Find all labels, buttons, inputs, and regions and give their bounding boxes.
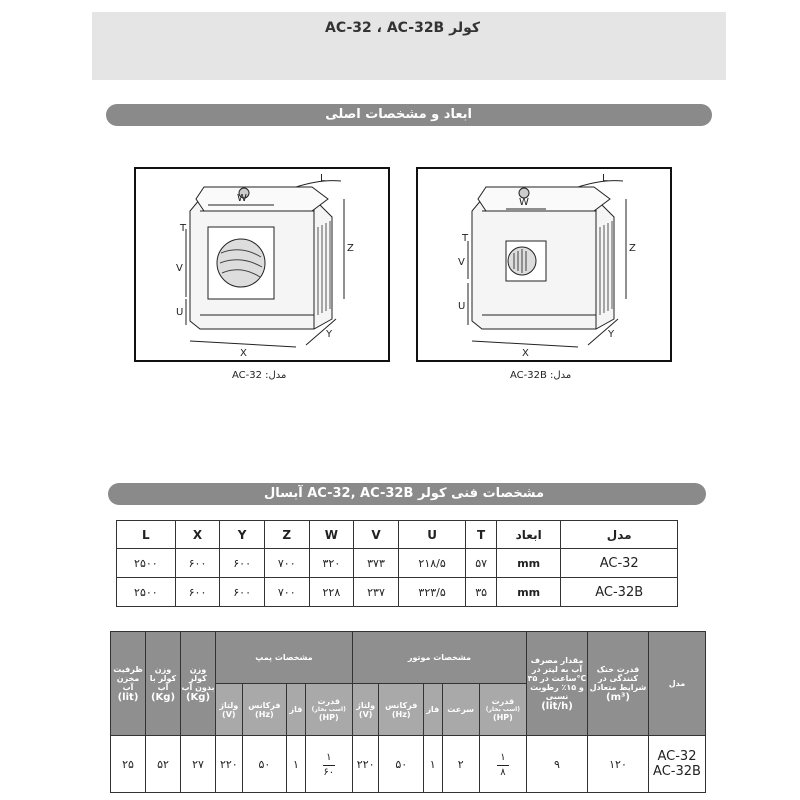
value-motor-phase: ۱ [423, 736, 442, 793]
section-header-label: ابعاد و مشخصات اصلی [325, 107, 472, 122]
value-cooling: ۱۲۰ [588, 736, 649, 793]
cell: ۲۱۸/۵ [398, 549, 466, 578]
header-unit: (Kg) [150, 691, 176, 703]
value-pump-voltage: ۲۲۰ [216, 736, 243, 793]
table-header-row [117, 521, 678, 549]
header-label: قدرت خنک کنندگی در شرایط متعادل [589, 664, 647, 692]
label-t: T [462, 233, 469, 244]
header-model: مدل [649, 632, 706, 736]
header-motor-freq [379, 684, 423, 736]
value-pump-freq: ۵۰ [242, 736, 286, 793]
label-w: W [237, 193, 247, 204]
value-tank: ۲۵ [111, 736, 146, 793]
fraction-numerator: ۱ [326, 752, 332, 763]
header-unit: (HP) [492, 713, 513, 722]
fraction-denominator: ۶۰ [323, 767, 335, 778]
header-label: قدرت [317, 697, 341, 706]
diagram-ac32 [134, 167, 390, 362]
header-unit: (m³) [606, 691, 630, 703]
label-w: W [519, 197, 529, 208]
header-label: ولتاژ [356, 700, 376, 710]
header-unit: (Kg) [185, 691, 211, 703]
header-label: ظرفیت مخزن آب [113, 664, 143, 692]
diagram-ac32b [416, 167, 672, 362]
model-name: AC-32 [657, 749, 697, 764]
cooler-drawing-ac32 [136, 169, 388, 360]
value-weight-dry: ۲۷ [181, 736, 216, 793]
header-tank [111, 632, 146, 736]
section-header-specs [108, 483, 706, 505]
header-cell: مدل [561, 521, 678, 549]
header-cell: U [398, 521, 466, 549]
header-water-use [527, 632, 588, 736]
label-l: L [602, 173, 608, 184]
cell: mm [496, 549, 560, 578]
cell: ۲۳۷ [354, 578, 399, 607]
label-y: Y [326, 329, 333, 340]
section-header-dimensions [106, 104, 712, 126]
value-motor-voltage: ۲۲۰ [352, 736, 379, 793]
header-label: ولتاژ [219, 700, 239, 710]
label-t: T [180, 223, 187, 234]
header-cell: Y [220, 521, 265, 549]
fraction [497, 753, 509, 778]
header-sub: (اسب بخار) [485, 706, 520, 713]
header-unit: (HP) [318, 713, 339, 722]
value-motor-freq: ۵۰ [379, 736, 423, 793]
header-cell: W [309, 521, 354, 549]
caption-ac32: مدل: AC-32 [232, 370, 287, 381]
label-l: L [320, 173, 326, 184]
model-name: AC-32B [653, 764, 701, 779]
header-label: وزن کولر بدون آب [181, 664, 215, 692]
cell: ۳۵ [466, 578, 497, 607]
spec-table [110, 631, 706, 793]
header-cooling [588, 632, 649, 736]
label-v: V [458, 257, 465, 268]
header-motor-phase: فاز [423, 684, 442, 736]
header-pump: مشخصات پمپ [216, 632, 353, 684]
fraction-numerator: ۱ [500, 752, 506, 763]
title-box [92, 12, 726, 80]
label-u: U [458, 301, 466, 312]
dimension-table [116, 520, 678, 607]
fraction-line [497, 765, 509, 766]
value-models [649, 736, 706, 793]
header-weight-dry [181, 632, 216, 736]
section-header-label: مشخصات فنی کولر AC-32, AC-32B آبسال [263, 486, 544, 501]
header-unit: (V) [222, 709, 236, 719]
label-z: Z [347, 243, 354, 254]
value-motor-speed: ۲ [442, 736, 479, 793]
value-motor-power [479, 736, 526, 793]
cell: AC-32 [561, 549, 678, 578]
header-cell: ابعاد [496, 521, 560, 549]
header-sub: (اسب بخار) [311, 706, 346, 713]
value-pump-phase: ۱ [287, 736, 306, 793]
label-z: Z [629, 243, 636, 254]
fraction [323, 753, 335, 778]
header-pump-phase: فاز [287, 684, 306, 736]
cell: ۳۲۰ [309, 549, 354, 578]
header-unit: (lit/h) [541, 700, 573, 712]
header-unit: (V) [358, 709, 373, 719]
page-title: کولر AC-32 ، AC-32B [325, 20, 480, 36]
cell: ۶۰۰ [220, 549, 265, 578]
cooler-drawing-ac32b [418, 169, 670, 360]
cell: ۶۰۰ [175, 578, 220, 607]
header-motor-speed: سرعت [442, 684, 479, 736]
header-label: فرکانس [248, 700, 281, 710]
header-pump-freq [242, 684, 286, 736]
label-u: U [176, 307, 184, 318]
cell: ۳۷۳ [354, 549, 399, 578]
header-cell: Z [264, 521, 309, 549]
cell: ۶۰۰ [175, 549, 220, 578]
cell: ۲۲۸ [309, 578, 354, 607]
value-water-use: ۹ [527, 736, 588, 793]
header-cell: T [466, 521, 497, 549]
label-x: X [240, 348, 247, 359]
cell: ۲۵۰۰ [117, 549, 176, 578]
header-pump-voltage [216, 684, 243, 736]
fraction-line [323, 765, 335, 766]
table-row [111, 736, 706, 793]
table-row [117, 549, 678, 578]
header-label: مقدار مصرف آب به لیتر در ساعت در ۳۵°C و ۱۵٪ رطوبت نسبی [527, 655, 587, 701]
cell: AC-32B [561, 578, 678, 607]
header-cell: X [175, 521, 220, 549]
label-v: V [176, 263, 183, 274]
cell: ۷۰۰ [264, 578, 309, 607]
header-unit: (lit) [117, 691, 139, 703]
cell: ۲۵۰۰ [117, 578, 176, 607]
fraction-denominator: ۸ [500, 767, 506, 778]
header-pump-power [305, 684, 352, 736]
label-y: Y [608, 329, 615, 340]
header-weight-water [146, 632, 181, 736]
caption-ac32b: مدل: AC-32B [510, 370, 572, 381]
header-cell: L [117, 521, 176, 549]
cell: ۶۰۰ [220, 578, 265, 607]
value-weight-water: ۵۲ [146, 736, 181, 793]
header-label: فرکانس [385, 700, 418, 710]
cell: ۵۷ [466, 549, 497, 578]
header-cell: V [354, 521, 399, 549]
cell: mm [496, 578, 560, 607]
header-motor: مشخصات موتور [352, 632, 526, 684]
cell: ۷۰۰ [264, 549, 309, 578]
header-unit: (Hz) [391, 709, 411, 719]
value-pump-power [305, 736, 352, 793]
header-label: وزن کولر با آب [149, 664, 177, 692]
header-motor-power [479, 684, 526, 736]
label-x: X [522, 348, 529, 359]
header-label: قدرت [491, 697, 515, 706]
cell: ۳۲۳/۵ [398, 578, 466, 607]
header-unit: (Hz) [255, 709, 274, 719]
header-motor-voltage [352, 684, 379, 736]
table-row [117, 578, 678, 607]
